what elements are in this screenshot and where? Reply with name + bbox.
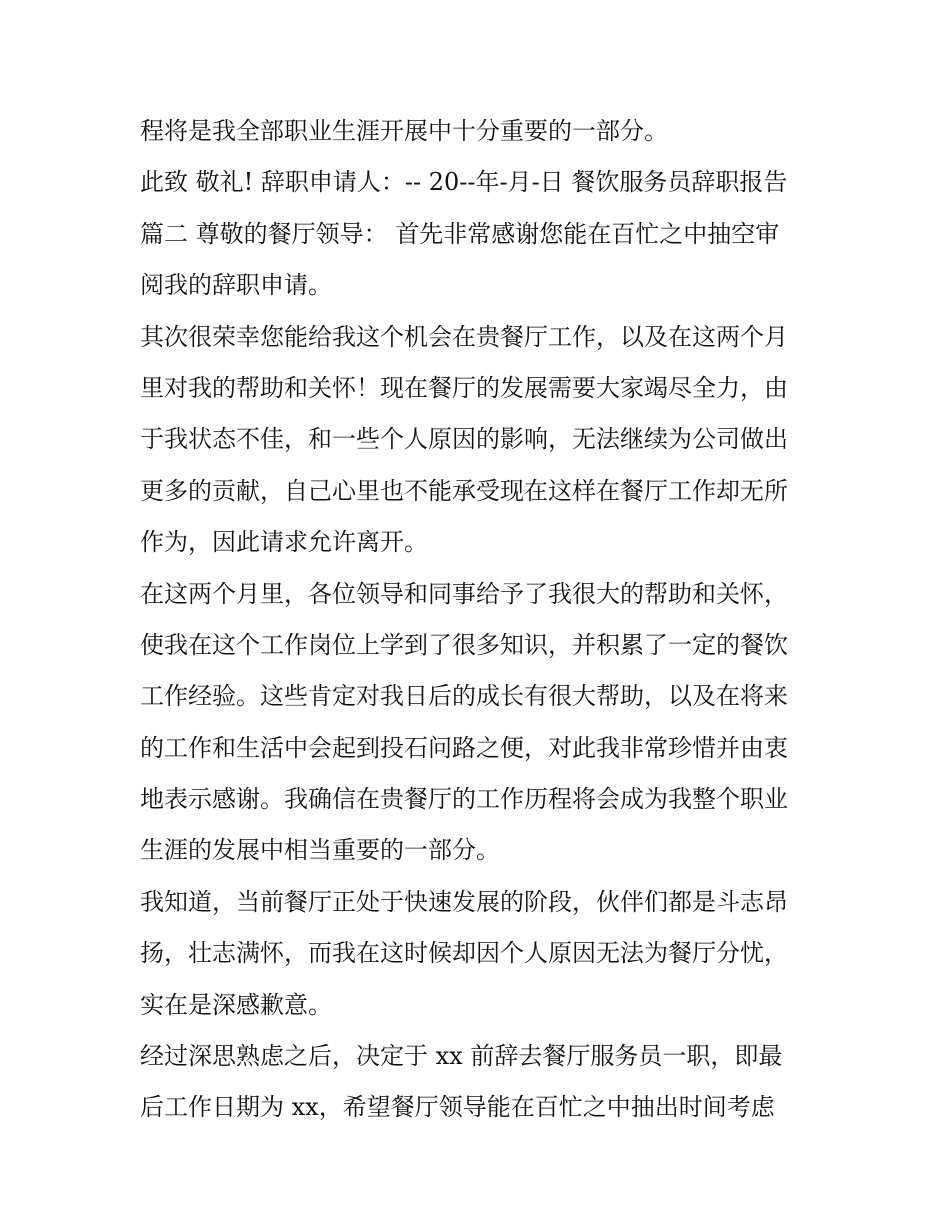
text-line: 作为，因此请求允许离开。 (140, 528, 428, 557)
text-line: 的工作和生活中会起到投石问路之便，对此我非常珍惜并由衷 (140, 733, 788, 762)
text-line: 里对我的帮助和关怀！现在餐厅的发展需要大家竭尽全力，由 (140, 373, 788, 402)
text-line: 经过深思熟虑之后，决定于 xx 前辞去餐厅服务员一职，即最 (140, 1042, 783, 1071)
text-line: 其次很荣幸您能给我这个机会在贵餐厅工作，以及在这两个月 (140, 322, 788, 351)
text-line: 我知道，当前餐厅正处于快速发展的阶段，伙伴们都是斗志昂 (140, 887, 788, 916)
text-line: 扬，壮志满怀，而我在这时候却因个人原因无法为餐厅分忧， (140, 939, 788, 968)
text-line: 更多的贡献，自己心里也不能承受现在这样在餐厅工作却无所 (140, 476, 788, 505)
text-line: 在这两个月里，各位领导和同事给予了我很大的帮助和关怀， (140, 579, 788, 608)
text-line: 生涯的发展中相当重要的一部分。 (140, 836, 500, 865)
text-line: 此致 敬礼! 辞职申请人：-- 20--年-月-日 餐饮服务员辞职报告 (140, 168, 788, 197)
text-line: 使我在这个工作岗位上学到了很多知识，并积累了一定的餐饮 (140, 630, 788, 659)
text-line: 后工作日期为 xx，希望餐厅领导能在百忙之中抽出时间考虑 (140, 1093, 775, 1122)
text-line: 程将是我全部职业生涯开展中十分重要的一部分。 (140, 117, 668, 145)
text-line: 实在是深感歉意。 (140, 990, 332, 1019)
text-line: 地表示感谢。我确信在贵餐厅的工作历程将会成为我整个职业 (140, 785, 788, 814)
text-line: 篇二 尊敬的餐厅领导： 首先非常感谢您能在百忙之中抽空审 (140, 219, 780, 248)
text-line: 工作经验。这些肯定对我日后的成长有很大帮助，以及在将来 (140, 682, 788, 711)
text-line: 于我状态不佳，和一些个人原因的影响，无法继续为公司做出 (140, 425, 788, 454)
text-line: 阅我的辞职申请。 (140, 271, 332, 300)
document-body (140, 106, 820, 1134)
